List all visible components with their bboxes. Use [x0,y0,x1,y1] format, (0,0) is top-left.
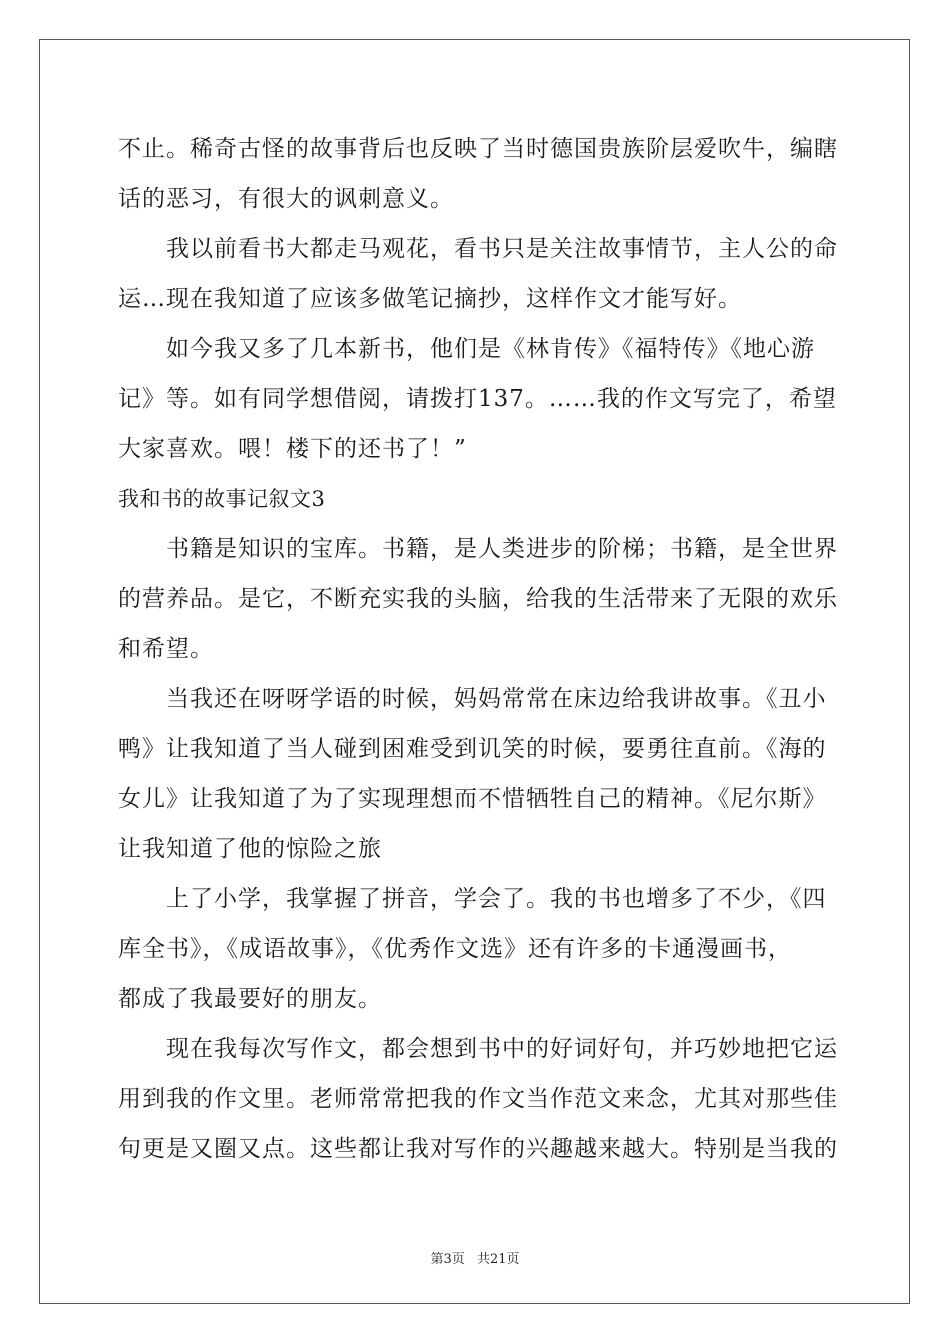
text-line: 库全书》，《成语故事》，《优秀作文选》还有许多的卡通漫画书， [118,936,792,962]
section-heading: 我和书的故事记叙文3 [118,487,326,511]
text-line: 用到我的作文里。老师常常把我的作文当作范文来念，尤其对那些佳 [118,1086,838,1112]
page-footer [0,1248,950,1267]
text-line: 运…现在我知道了应该多做笔记摘抄，这样作文才能写好。 [118,286,742,312]
text-line: 和希望。 [118,636,214,662]
text-line: 现在我每次写作文，都会想到书中的好词好句，并巧妙地把它运 [166,1036,838,1062]
text-line: 不止。稀奇古怪的故事背后也反映了当时德国贵族阶层爱吹牛，编瞎 [118,136,838,162]
text-line: 话的恶习，有很大的讽刺意义。 [118,186,454,212]
text-line: 我以前看书大都走马观花，看书只是关注故事情节，主人公的命 [166,236,838,262]
text-line: 鸭》让我知道了当人碰到困难受到讥笑的时候，要勇往直前。《海的 [118,736,827,762]
text-line: 女儿》让我知道了为了实现理想而不惜牺牲自己的精神。《尼尔斯》 [118,786,827,812]
text-line: 记》等。如有同学想借阅，请拨打137。……我的作文写完了，希望 [118,386,837,412]
text-line: 当我还在呀呀学语的时候，妈妈常常在床边给我讲故事。《丑小 [166,686,827,712]
text-line: 句更是又圈又点。这些都让我对写作的兴趣越来越大。特别是当我的 [118,1136,838,1162]
text-line: 上了小学，我掌握了拼音，学会了。我的书也增多了不少，《四 [166,886,827,912]
document-body [118,124,838,1174]
total-pages: 共21页 [476,1252,520,1267]
text-line: 大家喜欢。喂！楼下的还书了！” [118,436,467,462]
text-line: 的营养品。是它，不断充实我的头脑，给我的生活带来了无限的欢乐 [118,586,838,612]
page-number: 第3页 [430,1252,465,1267]
text-line: 书籍是知识的宝库。书籍，是人类进步的阶梯；书籍，是全世界 [166,536,838,562]
text-line: 都成了我最要好的朋友。 [118,986,382,1012]
text-line: 如今我又多了几本新书，他们是《林肯传》《福特传》《地心游 [166,336,815,362]
text-line: 让我知道了他的惊险之旅 [118,836,382,862]
